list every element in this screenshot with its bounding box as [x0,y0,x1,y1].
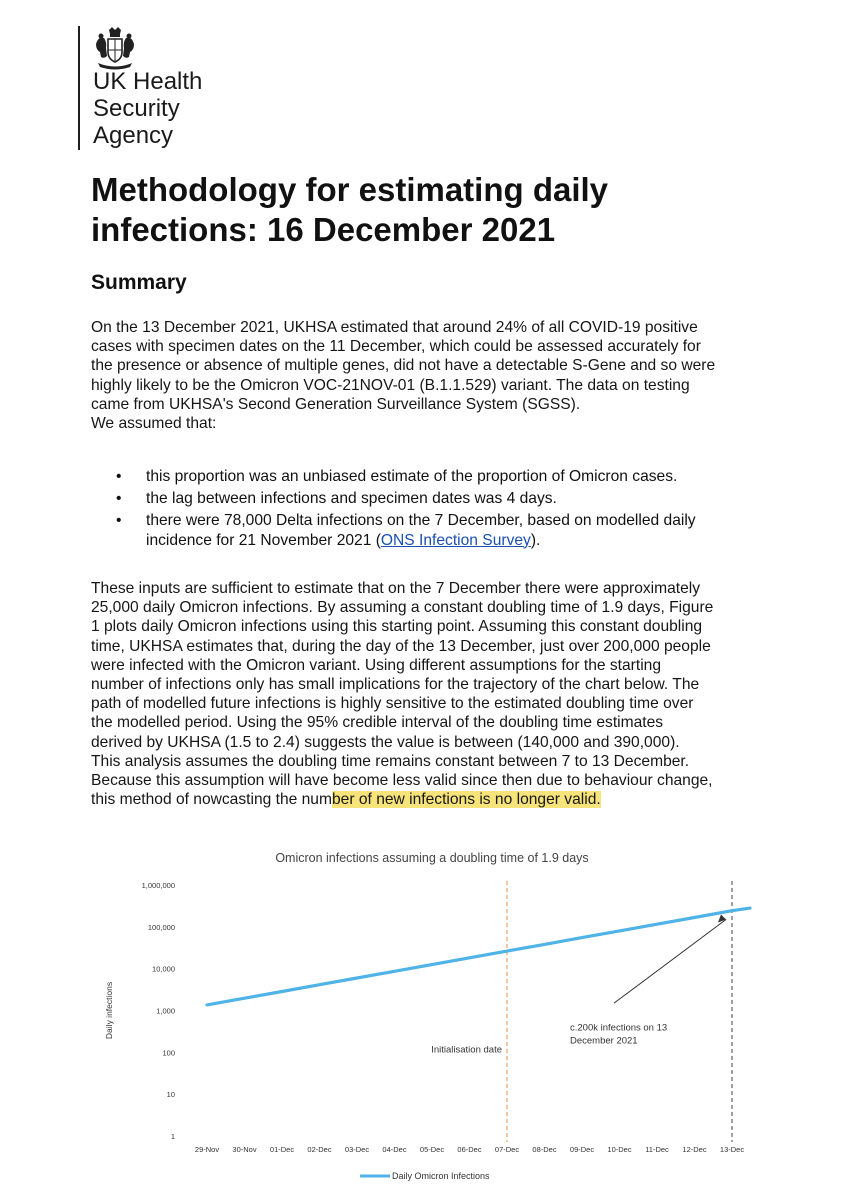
royal-coat-of-arms-icon [92,26,138,70]
y-tick-label: 1,000 [156,1006,175,1016]
series-line-daily-omicron-infections [207,908,750,1005]
y-tick-label: 100,000 [147,922,175,932]
assumptions-intro: We assumed that: [91,415,217,433]
omicron-infections-chart [92,842,772,1192]
x-tick-label: 09-Dec [569,1145,595,1154]
assumptions-list [116,467,806,553]
paragraph-line: came from UKHSA's Second Generation Surveillance System (SGSS). [91,395,581,413]
x-tick-label: 06-Dec [457,1145,482,1154]
chart-title: Omicron infections assuming a doubling time of 1.9 days [275,851,589,865]
chart-svg [92,842,772,1192]
bullet-icon: • [116,512,122,530]
list-item [116,511,806,549]
x-tick-label: 03-Dec [344,1145,370,1154]
annotation-arrowhead [718,914,726,922]
page-title [91,170,791,250]
title-line: Methodology for estimating daily [91,171,609,208]
x-tick-label: 13-Dec [719,1145,745,1154]
bullet-text: the lag between infections and specimen dates was 4 days. [146,490,557,508]
paragraph-line: the presence or absence of multiple genes, did not have a detectable S-Gene and so were [91,357,716,375]
x-tick-label: 05-Dec [419,1145,445,1154]
org-name-line: UK Health [93,68,203,95]
y-tick-label: 10 [166,1090,175,1100]
paragraph-line: Because this assumption will have become less valid since then due to behaviour change, [91,772,713,790]
ons-infection-survey-link[interactable]: ONS Infection Survey [380,531,531,549]
org-name-line: Agency [93,122,174,149]
summary-heading: Summary [91,271,187,294]
paragraph-line: path of modelled future infections is highly sensitive to the estimated doubling time over [91,695,694,713]
bullet-icon: • [116,490,122,508]
annotation-label: c.200k infections on 13 [570,1022,668,1034]
paragraph-line: On the 13 December 2021, UKHSA estimated that around 24% of all COVID-19 positive [91,319,698,336]
x-tick-label: 08-Dec [532,1145,557,1154]
paragraph-line: These inputs are sufficient to estimate that on the 7 December there were approximately [91,580,701,597]
paragraph-line: were infected with the Omicron variant. Using different assumptions for the starting [91,656,662,674]
paragraph-line: time, UKHSA estimates that, during the day of the 13 December, just over 200,000 people [91,637,711,655]
org-name [93,68,293,149]
x-tick-label: 07-Dec [494,1145,520,1154]
y-tick-label: 10,000 [152,964,175,974]
annotation-label: December 2021 [570,1035,638,1047]
y-tick-label: 1,000,000 [141,881,175,890]
paragraph-line [91,790,811,809]
initialisation-date-label: Initialisation date [431,1044,502,1056]
x-tick-label: 12-Dec [682,1145,707,1154]
paragraph-line: number of infections only has small implications for the trajectory of the chart below. The [91,676,700,694]
list-item [116,467,806,486]
highlighted-text: ber of new infections is no longer valid. [331,791,601,809]
annotation-arrow [614,919,726,1003]
ukhsa-logo [78,26,203,150]
bullet-text: this proportion was an unbiased estimate of the proportion of Omicron cases. [146,468,678,485]
bullet-icon: • [116,468,122,485]
legend-label: Daily Omicron Infections [392,1171,490,1181]
paragraph-text: this method of nowcasting the num [91,791,332,809]
paragraph-line: This analysis assumes the doubling time remains constant between 7 to 13 December. [91,752,690,770]
org-name-line: Security [93,95,180,122]
y-tick-label: 1 [170,1132,175,1141]
paragraph-line: 1 plots daily Omicron infections using this starting point. Assuming this constant doubling [91,618,703,636]
x-tick-label: 02-Dec [307,1145,332,1154]
x-tick-label: 04-Dec [382,1145,407,1154]
method-paragraph [91,579,811,809]
paragraph-line: the modelled period. Using the 95% credible interval of the doubling time estimates [91,714,664,732]
summary-paragraph [91,318,811,433]
x-tick-label: 29-Nov [194,1145,220,1154]
bullet-text: incidence for 21 November 2021 ( [146,531,381,549]
x-tick-label: 10-Dec [607,1145,632,1154]
x-tick-label: 11-Dec [645,1145,669,1154]
paragraph-line: cases with specimen dates on the 11 December, which could be assessed accurately for [91,338,701,356]
x-tick-label: 30-Nov [232,1145,257,1154]
paragraph-line: highly likely to be the Omicron VOC-21NOV-01 (B.1.1.529) variant. The data on testing [91,376,690,394]
paragraph-line: 25,000 daily Omicron infections. By assuming a constant doubling time of 1.9 days, Figure [91,599,714,617]
paragraph-line: derived by UKHSA (1.5 to 2.4) suggests the value is between (140,000 and 390,000). [91,733,680,751]
list-item [116,489,806,508]
bullet-text: there were 78,000 Delta infections on the 7 December, based on modelled daily [146,512,696,530]
x-tick-label: 01-Dec [269,1145,295,1154]
y-tick-label: 100 [162,1048,175,1058]
y-axis-label: Daily infections [104,981,114,1040]
title-line: infections: 16 December 2021 [91,211,556,248]
bullet-text: ). [530,531,541,549]
